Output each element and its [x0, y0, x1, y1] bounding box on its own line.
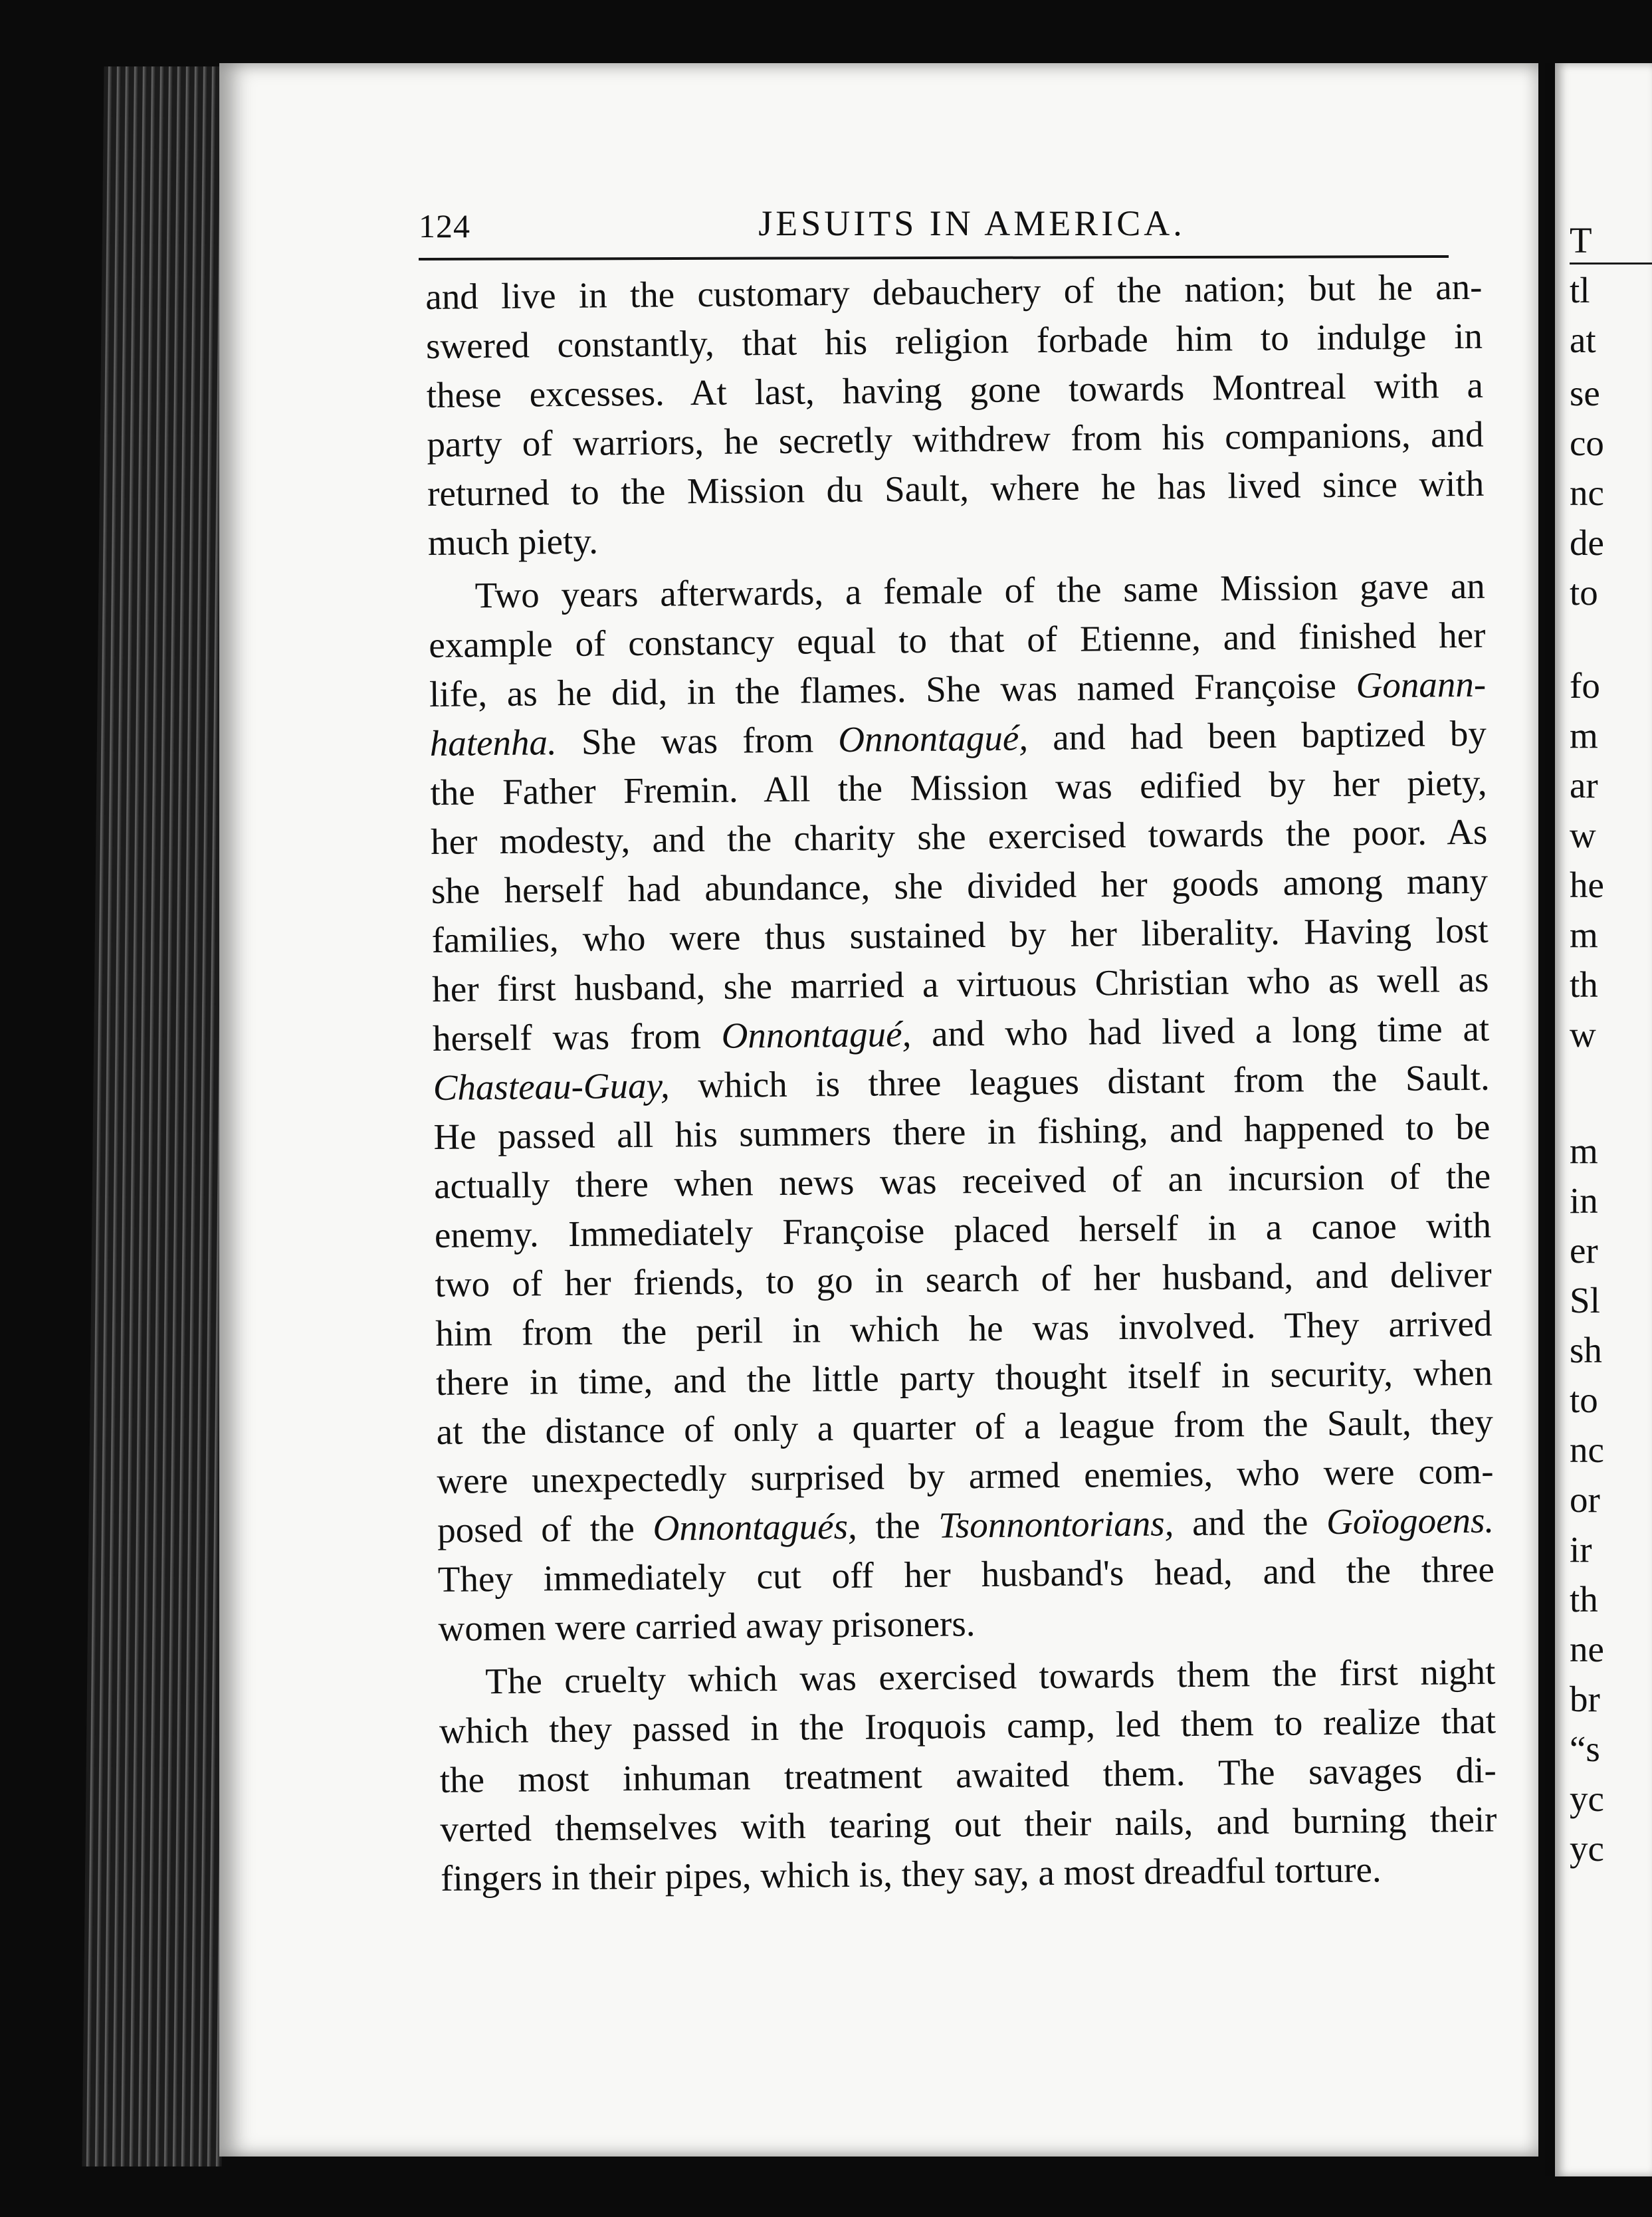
facing-page-text: w — [1570, 1014, 1596, 1055]
facing-page-text: th — [1570, 1579, 1598, 1620]
body-text — [425, 263, 1498, 1905]
text-line: Two years afterwards, a female of the same Mission gave an — [474, 565, 1486, 616]
facing-page-text: tl — [1570, 270, 1590, 310]
facing-page-text: T — [1570, 220, 1592, 261]
text-line: hatenha. She was from Onnontagué, and had been baptized by — [429, 712, 1487, 764]
facing-page-text: m — [1570, 1130, 1598, 1171]
facing-page-text: de — [1570, 522, 1604, 563]
facing-page-text: at — [1570, 320, 1596, 360]
text-line: verted themselves with tearing out their nails, and burning their — [440, 1798, 1497, 1849]
facing-page-text: sh — [1570, 1330, 1602, 1370]
facing-page-text: or — [1570, 1479, 1600, 1520]
facing-page-text: se — [1570, 373, 1600, 413]
text-line: The cruelty which was exercised towards them the first night — [485, 1651, 1496, 1702]
text-line: much piety. — [427, 520, 599, 563]
facing-page-text: Sl — [1570, 1280, 1600, 1320]
text-line: her modesty, and the charity she exercised towards the poor. As — [430, 811, 1488, 862]
text-line: women were carried away prisoners. — [438, 1603, 976, 1649]
facing-page-text: w — [1570, 815, 1596, 855]
text-line: two of her friends, to go in search of her husband, and deliver — [435, 1253, 1492, 1305]
facing-page-text: nc — [1570, 1429, 1604, 1470]
facing-page-text: fo — [1570, 665, 1600, 706]
text-line: He passed all his summers there in fishing, and happened to be — [433, 1106, 1491, 1157]
facing-page-text: he — [1570, 865, 1604, 905]
text-line: her first husband, she married a virtuous Christian who as well as — [432, 958, 1489, 1009]
text-line: swered constantly, that his religion forbade him to indulge in — [425, 315, 1483, 366]
facing-page-text: in — [1570, 1180, 1598, 1221]
facing-page-text: to — [1570, 572, 1598, 613]
running-head: JESUITS IN AMERICA. — [758, 203, 1186, 243]
facing-page-text: ir — [1570, 1529, 1592, 1570]
text-line: the most inhuman treatment awaited them. The savages di- — [439, 1749, 1497, 1800]
paragraph — [439, 1647, 1497, 1903]
facing-page-text: to — [1570, 1380, 1598, 1420]
facing-page-text: er — [1570, 1230, 1598, 1271]
facing-page-text: m — [1570, 914, 1598, 955]
text-line: fingers in their pipes, which is, they say, a most dreadful torture. — [440, 1849, 1382, 1899]
text-line: there in time, and the little party thought itself in security, when — [435, 1352, 1493, 1403]
facing-page-fragment — [1555, 63, 1652, 2176]
text-line: she herself had abundance, she divided her goods among many — [431, 860, 1489, 911]
page-header — [419, 203, 1445, 256]
text-line: and live in the customary debauchery of the nation; but he an- — [425, 266, 1483, 317]
facing-page-text: br — [1570, 1679, 1600, 1719]
text-line: these excesses. At last, having gone towards Montreal with a — [426, 364, 1484, 415]
text-line: returned to the Mission du Sault, where he has lived since with — [427, 463, 1485, 514]
text-line: at the distance of only a quarter of a league from the Sault, they — [436, 1401, 1494, 1452]
text-line: example of constancy equal to that of Etienne, and finished her — [429, 614, 1486, 665]
facing-page-text: m — [1570, 715, 1598, 756]
text-line: him from the peril in which he was involved. They arrived — [435, 1303, 1493, 1354]
paragraph — [425, 263, 1485, 568]
page-number: 124 — [419, 207, 470, 245]
facing-page-text: ar — [1570, 765, 1598, 805]
text-line: enemy. Immediately Françoise placed herself in a canoe with — [434, 1204, 1492, 1255]
facing-page-text: co — [1570, 423, 1604, 463]
facing-page-text: th — [1570, 964, 1598, 1005]
text-line: life, as he did, in the flames. She was named Françoise Gonann- — [429, 663, 1487, 714]
facing-page-rule — [1570, 263, 1652, 264]
text-line: Chasteau-Guay, which is three leagues distant from the Sault. — [433, 1057, 1491, 1108]
text-line: families, who were thus sustained by her liberality. Having lost — [431, 909, 1489, 960]
facing-page-text: yc — [1570, 1828, 1604, 1869]
facing-page-text: yc — [1570, 1778, 1604, 1819]
facing-page-text: nc — [1570, 473, 1604, 513]
text-line: They immediately cut off her husband's head, and the three — [437, 1548, 1495, 1600]
facing-page-text: ne — [1570, 1629, 1604, 1669]
text-line: actually there when news was received of an incursion of the — [433, 1155, 1491, 1206]
facing-page-text: “s — [1570, 1729, 1600, 1769]
text-line: party of warriors, he secretly withdrew from his companions, and — [427, 413, 1484, 465]
text-line: which they passed in the Iroquois camp, led them to realize that — [439, 1700, 1497, 1751]
paragraph — [428, 562, 1495, 1653]
text-line: posed of the Onnontagués, the Tsonnontorians, and the Goïogoens. — [437, 1499, 1495, 1550]
text-line: herself was from Onnontagué, and who had lived a long time at — [432, 1007, 1490, 1059]
text-line: the Father Fremin. All the Mission was edified by her piety, — [430, 762, 1487, 813]
text-line: were unexpectedly surprised by armed enemies, who were com- — [437, 1450, 1494, 1501]
